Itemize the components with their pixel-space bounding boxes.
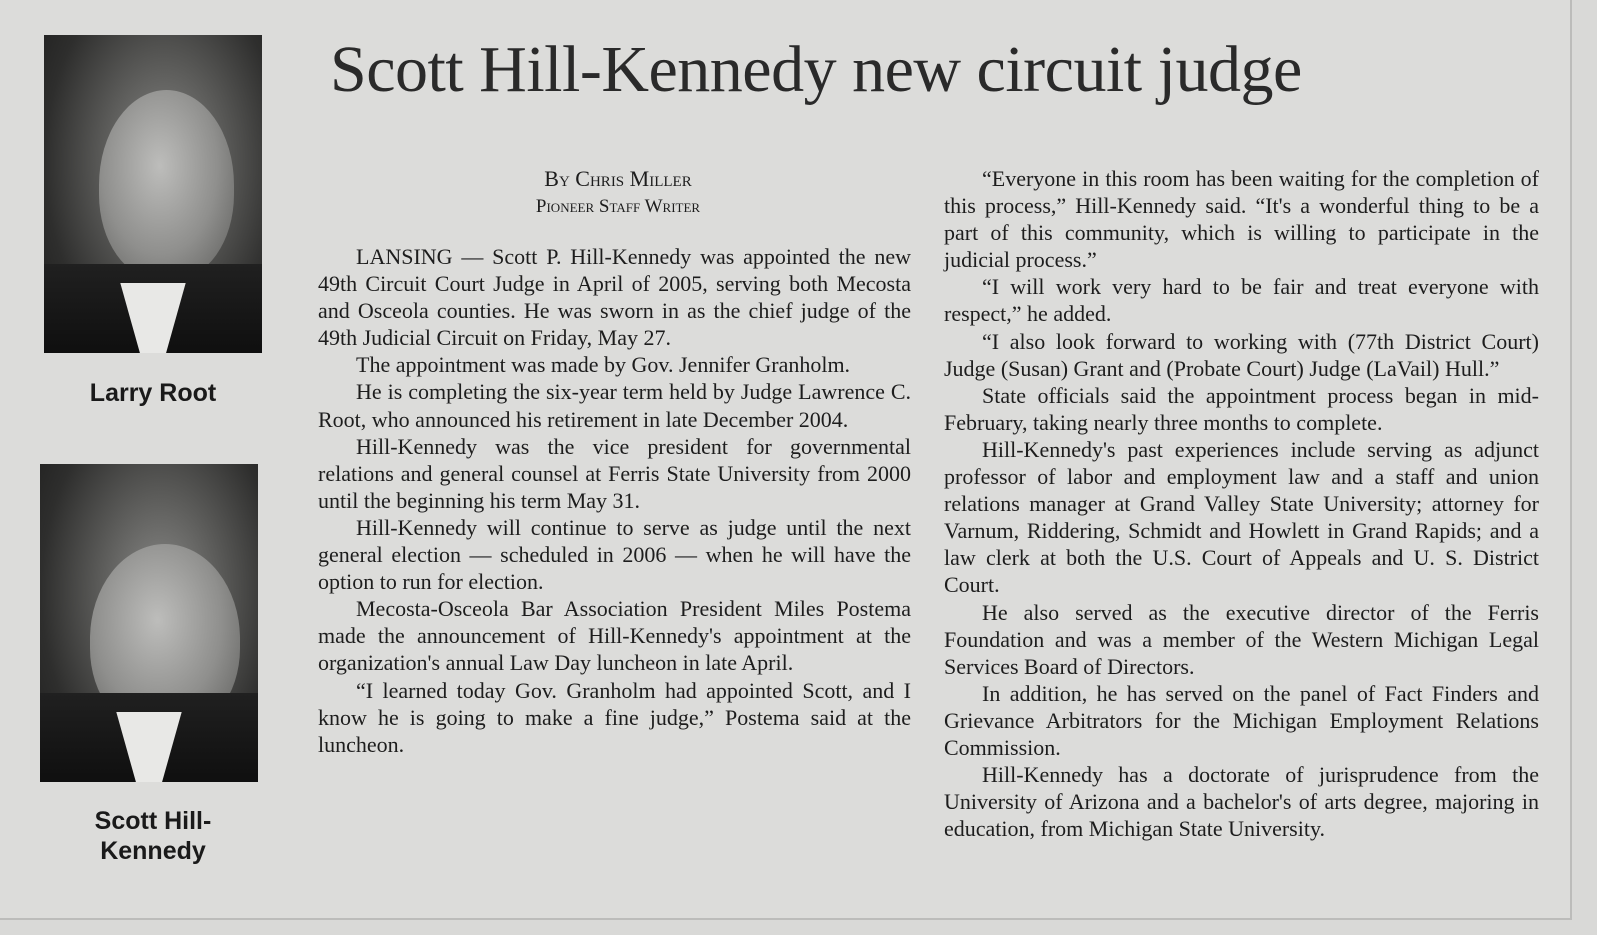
paragraph: “Everyone in this room has been waiting for the completion of this process,” Hill-Kennedy said. “It's a wonderful thing to be a part of this community, which is willing to participate in the judicial process.” xyxy=(944,166,1539,273)
article-column-2 xyxy=(944,165,1539,842)
paragraph: He is completing the six-year term held by Judge Lawrence C. Root, who announced his retirement in late December 2004. xyxy=(318,379,911,432)
paragraph: In addition, he has served on the panel of Fact Finders and Grievance Arbitrators for the Michigan Employment Relations Commission. xyxy=(944,680,1539,760)
paragraph: “I will work very hard to be fair and treat everyone with respect,” he added. xyxy=(944,274,1539,327)
photo-scott-hill-kennedy xyxy=(40,464,258,782)
paragraph: Hill-Kennedy's past experiences include serving as adjunct professor of labor and employment law and a staff and union relations manager at Grand Valley State University; attorney for Varnum, Riddering, Schmidt and Howlett in Grand Rapids; and a law clerk at both the U.S. Court of Appeals and U. S. District Court. xyxy=(944,436,1539,598)
byline-role: Pioneer Staff Writer xyxy=(535,196,701,217)
paragraph: Hill-Kennedy will continue to serve as judge until the next general election — scheduled in 2006 — when he will have the option to run for election. xyxy=(318,514,911,595)
article-column-1 xyxy=(318,243,911,758)
headline: Scott Hill-Kennedy new circuit judge xyxy=(330,33,1302,106)
paragraph: Mecosta-Osceola Bar Association President Miles Postema made the announcement of Hill-Kennedy's appointment at the organization's annual Law Day luncheon in late April. xyxy=(318,596,911,676)
caption-scott-hill-kennedy: Scott Hill-Kennedy xyxy=(94,807,212,865)
byline-author: By Chris Miller xyxy=(544,166,692,191)
paragraph: “I learned today Gov. Granholm had appointed Scott, and I know he is going to make a fine judge,” Postema said at the luncheon. xyxy=(318,677,911,757)
photo-larry-root xyxy=(44,35,262,353)
paragraph: Hill-Kennedy has a doctorate of jurisprudence from the University of Arizona and a bachelor's of arts degree, majoring in education, from Michigan State University. xyxy=(944,762,1539,842)
caption-larry-root: Larry Root xyxy=(89,379,217,407)
paragraph: State officials said the appointment process began in mid-February, taking nearly three months to complete. xyxy=(944,382,1539,435)
paragraph: He also served as the executive director of the Ferris Foundation and was a member of the Western Michigan Legal Services Board of Directors. xyxy=(944,599,1539,679)
paragraph: LANSING — Scott P. Hill-Kennedy was appointed the new 49th Circuit Court Judge in April of 2005, serving both Mecosta and Osceola counties. He was sworn in as the chief judge of the 49th Judicial Circuit on Friday, May 27. xyxy=(318,244,911,351)
byline xyxy=(318,165,918,221)
paragraph: “I also look forward to working with (77th District Court) Judge (Susan) Grant and (Probate Court) Judge (LaVail) Hull.” xyxy=(944,328,1539,381)
paragraph: Hill-Kennedy was the vice president for governmental relations and general counsel at Ferris State University from 2000 until the beginning his term May 31. xyxy=(318,433,911,513)
paragraph: The appointment was made by Gov. Jennifer Granholm. xyxy=(356,352,851,378)
